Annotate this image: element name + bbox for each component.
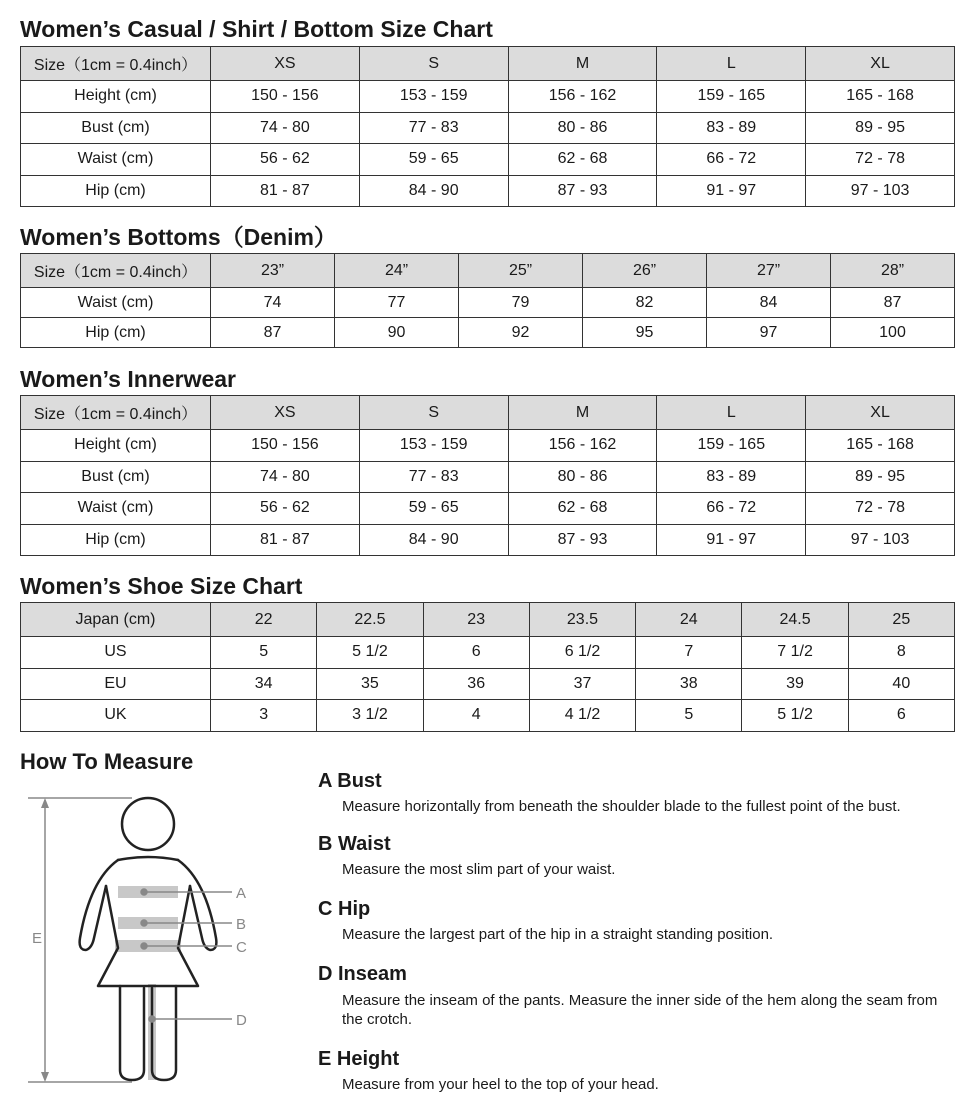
table-cell: 97 - 103 <box>806 524 955 556</box>
table-cell: 150 - 156 <box>211 81 360 113</box>
table-cell: 35 <box>317 668 423 700</box>
table-cell: 77 - 83 <box>359 461 508 493</box>
size-column-header: XS <box>211 47 360 81</box>
size-column-header: M <box>508 396 657 430</box>
inseam-heading: D Inseam <box>318 963 407 985</box>
table-cell: 150 - 156 <box>211 430 360 462</box>
table-cell: 80 - 86 <box>508 461 657 493</box>
row-label: Waist (cm) <box>21 144 211 176</box>
table-row <box>21 288 955 318</box>
size-column-header: 23.5 <box>529 603 635 637</box>
table-cell: 165 - 168 <box>806 430 955 462</box>
table-row <box>21 461 955 493</box>
size-column-header: 24.5 <box>742 603 848 637</box>
size-column-header: 22.5 <box>317 603 423 637</box>
size-column-header: XL <box>806 396 955 430</box>
table-cell: 159 - 165 <box>657 81 806 113</box>
table-cell: 56 - 62 <box>211 493 360 525</box>
table-header-row <box>21 396 955 430</box>
table-cell: 4 <box>423 700 529 732</box>
size-label-header: Size（1cm = 0.4inch） <box>21 254 211 288</box>
table-cell: 87 <box>211 318 335 348</box>
table-cell: 62 - 68 <box>508 493 657 525</box>
table-header-row <box>21 47 955 81</box>
row-label: Hip (cm) <box>21 175 211 207</box>
casual-title: Women’s Casual / Shirt / Bottom Size Chart <box>20 16 493 42</box>
innerwear-title: Women’s Innerwear <box>20 366 237 392</box>
size-column-header: S <box>359 396 508 430</box>
table-cell: 81 - 87 <box>211 175 360 207</box>
table-cell: 87 - 93 <box>508 175 657 207</box>
table-row <box>21 493 955 525</box>
table-cell: 6 1/2 <box>529 637 635 669</box>
table-cell: 3 1/2 <box>317 700 423 732</box>
table-cell: 72 - 78 <box>806 493 955 525</box>
table-cell: 66 - 72 <box>657 144 806 176</box>
table-cell: 89 - 95 <box>806 461 955 493</box>
table-cell: 39 <box>742 668 848 700</box>
size-column-header: XS <box>211 396 360 430</box>
table-cell: 5 <box>636 700 742 732</box>
table-cell: 6 <box>423 637 529 669</box>
size-column-header: 27” <box>707 254 831 288</box>
table-cell: 91 - 97 <box>657 175 806 207</box>
table-cell: 8 <box>848 637 954 669</box>
label-b: B <box>236 916 247 933</box>
table-cell: 159 - 165 <box>657 430 806 462</box>
table-cell: 80 - 86 <box>508 112 657 144</box>
size-column-header: 26” <box>583 254 707 288</box>
table-row <box>21 524 955 556</box>
table-cell: 3 <box>211 700 317 732</box>
row-label: Height (cm) <box>21 430 211 462</box>
size-label-header: Size（1cm = 0.4inch） <box>21 47 211 81</box>
table-cell: 97 <box>707 318 831 348</box>
row-label: Bust (cm) <box>21 112 211 144</box>
row-label: EU <box>21 668 211 700</box>
table-cell: 83 - 89 <box>657 461 806 493</box>
table-cell: 59 - 65 <box>359 493 508 525</box>
table-cell: 156 - 162 <box>508 81 657 113</box>
table-row <box>21 144 955 176</box>
table-cell: 6 <box>848 700 954 732</box>
size-column-header: XL <box>806 47 955 81</box>
table-row <box>21 668 955 700</box>
innerwear-size-table <box>20 395 955 556</box>
table-cell: 97 - 103 <box>806 175 955 207</box>
table-cell: 90 <box>335 318 459 348</box>
hip-description: Measure the largest part of the hip in a straight standing position. <box>342 926 774 943</box>
table-cell: 92 <box>459 318 583 348</box>
table-cell: 89 - 95 <box>806 112 955 144</box>
size-column-header: L <box>657 47 806 81</box>
table-header-row <box>21 603 955 637</box>
waist-heading: B Waist <box>318 833 391 855</box>
size-column-header: 24” <box>335 254 459 288</box>
table-cell: 153 - 159 <box>359 430 508 462</box>
table-cell: 81 - 87 <box>211 524 360 556</box>
table-cell: 4 1/2 <box>529 700 635 732</box>
table-cell: 165 - 168 <box>806 81 955 113</box>
label-a: A <box>236 885 247 902</box>
table-row <box>21 637 955 669</box>
table-cell: 7 <box>636 637 742 669</box>
table-row <box>21 112 955 144</box>
table-cell: 38 <box>636 668 742 700</box>
table-header-row <box>21 254 955 288</box>
table-cell: 34 <box>211 668 317 700</box>
height-description: Measure from your heel to the top of your head. <box>342 1076 659 1093</box>
row-label: Bust (cm) <box>21 461 211 493</box>
row-label: Hip (cm) <box>21 318 211 348</box>
table-cell: 79 <box>459 288 583 318</box>
table-cell: 59 - 65 <box>359 144 508 176</box>
table-cell: 91 - 97 <box>657 524 806 556</box>
table-cell: 100 <box>831 318 955 348</box>
table-cell: 74 - 80 <box>211 461 360 493</box>
table-cell: 156 - 162 <box>508 430 657 462</box>
table-cell: 87 - 93 <box>508 524 657 556</box>
size-column-header: 25” <box>459 254 583 288</box>
denim-title: Women’s Bottoms（Denim） <box>20 224 337 250</box>
table-cell: 83 - 89 <box>657 112 806 144</box>
table-cell: 87 <box>831 288 955 318</box>
table-row <box>21 318 955 348</box>
table-cell: 84 <box>707 288 831 318</box>
table-cell: 84 - 90 <box>359 175 508 207</box>
size-label-header: Japan (cm) <box>21 603 211 637</box>
table-cell: 5 1/2 <box>742 700 848 732</box>
table-cell: 82 <box>583 288 707 318</box>
label-d: D <box>236 1012 247 1029</box>
table-cell: 40 <box>848 668 954 700</box>
table-row <box>21 430 955 462</box>
table-cell: 66 - 72 <box>657 493 806 525</box>
table-cell: 95 <box>583 318 707 348</box>
casual-size-table <box>20 46 955 207</box>
table-row <box>21 81 955 113</box>
table-cell: 5 1/2 <box>317 637 423 669</box>
table-cell: 62 - 68 <box>508 144 657 176</box>
size-column-header: L <box>657 396 806 430</box>
measure-title: How To Measure <box>20 749 194 774</box>
size-column-header: M <box>508 47 657 81</box>
bust-description: Measure horizontally from beneath the shoulder blade to the fullest point of the bust. <box>342 798 901 815</box>
shoes-title: Women’s Shoe Size Chart <box>20 573 303 599</box>
shoe-size-table <box>20 602 955 732</box>
height-heading: E Height <box>318 1048 400 1070</box>
denim-size-table <box>20 253 955 348</box>
size-column-header: 25 <box>848 603 954 637</box>
row-label: US <box>21 637 211 669</box>
size-column-header: 24 <box>636 603 742 637</box>
table-cell: 74 <box>211 288 335 318</box>
table-row <box>21 700 955 732</box>
row-label: Hip (cm) <box>21 524 211 556</box>
row-label: Waist (cm) <box>21 288 211 318</box>
body-measure-figure <box>20 788 260 1098</box>
row-label: UK <box>21 700 211 732</box>
table-cell: 7 1/2 <box>742 637 848 669</box>
size-column-header: S <box>359 47 508 81</box>
size-column-header: 28” <box>831 254 955 288</box>
table-cell: 36 <box>423 668 529 700</box>
inseam-description: Measure the inseam of the pants. Measure the inner side of the hem along the seam from the crotch. <box>342 992 938 1028</box>
row-label: Height (cm) <box>21 81 211 113</box>
size-column-header: 23” <box>211 254 335 288</box>
table-cell: 56 - 62 <box>211 144 360 176</box>
label-e: E <box>31 930 43 947</box>
size-column-header: 22 <box>211 603 317 637</box>
hip-heading: C Hip <box>318 898 371 920</box>
table-cell: 72 - 78 <box>806 144 955 176</box>
row-label: Waist (cm) <box>21 493 211 525</box>
table-cell: 5 <box>211 637 317 669</box>
size-column-header: 23 <box>423 603 529 637</box>
table-cell: 153 - 159 <box>359 81 508 113</box>
bust-heading: A Bust <box>318 770 382 792</box>
table-row <box>21 175 955 207</box>
waist-description: Measure the most slim part of your waist. <box>342 861 616 878</box>
table-cell: 77 <box>335 288 459 318</box>
label-c: C <box>236 939 247 956</box>
table-cell: 74 - 80 <box>211 112 360 144</box>
table-cell: 37 <box>529 668 635 700</box>
table-cell: 77 - 83 <box>359 112 508 144</box>
size-label-header: Size（1cm = 0.4inch） <box>21 396 211 430</box>
table-cell: 84 - 90 <box>359 524 508 556</box>
